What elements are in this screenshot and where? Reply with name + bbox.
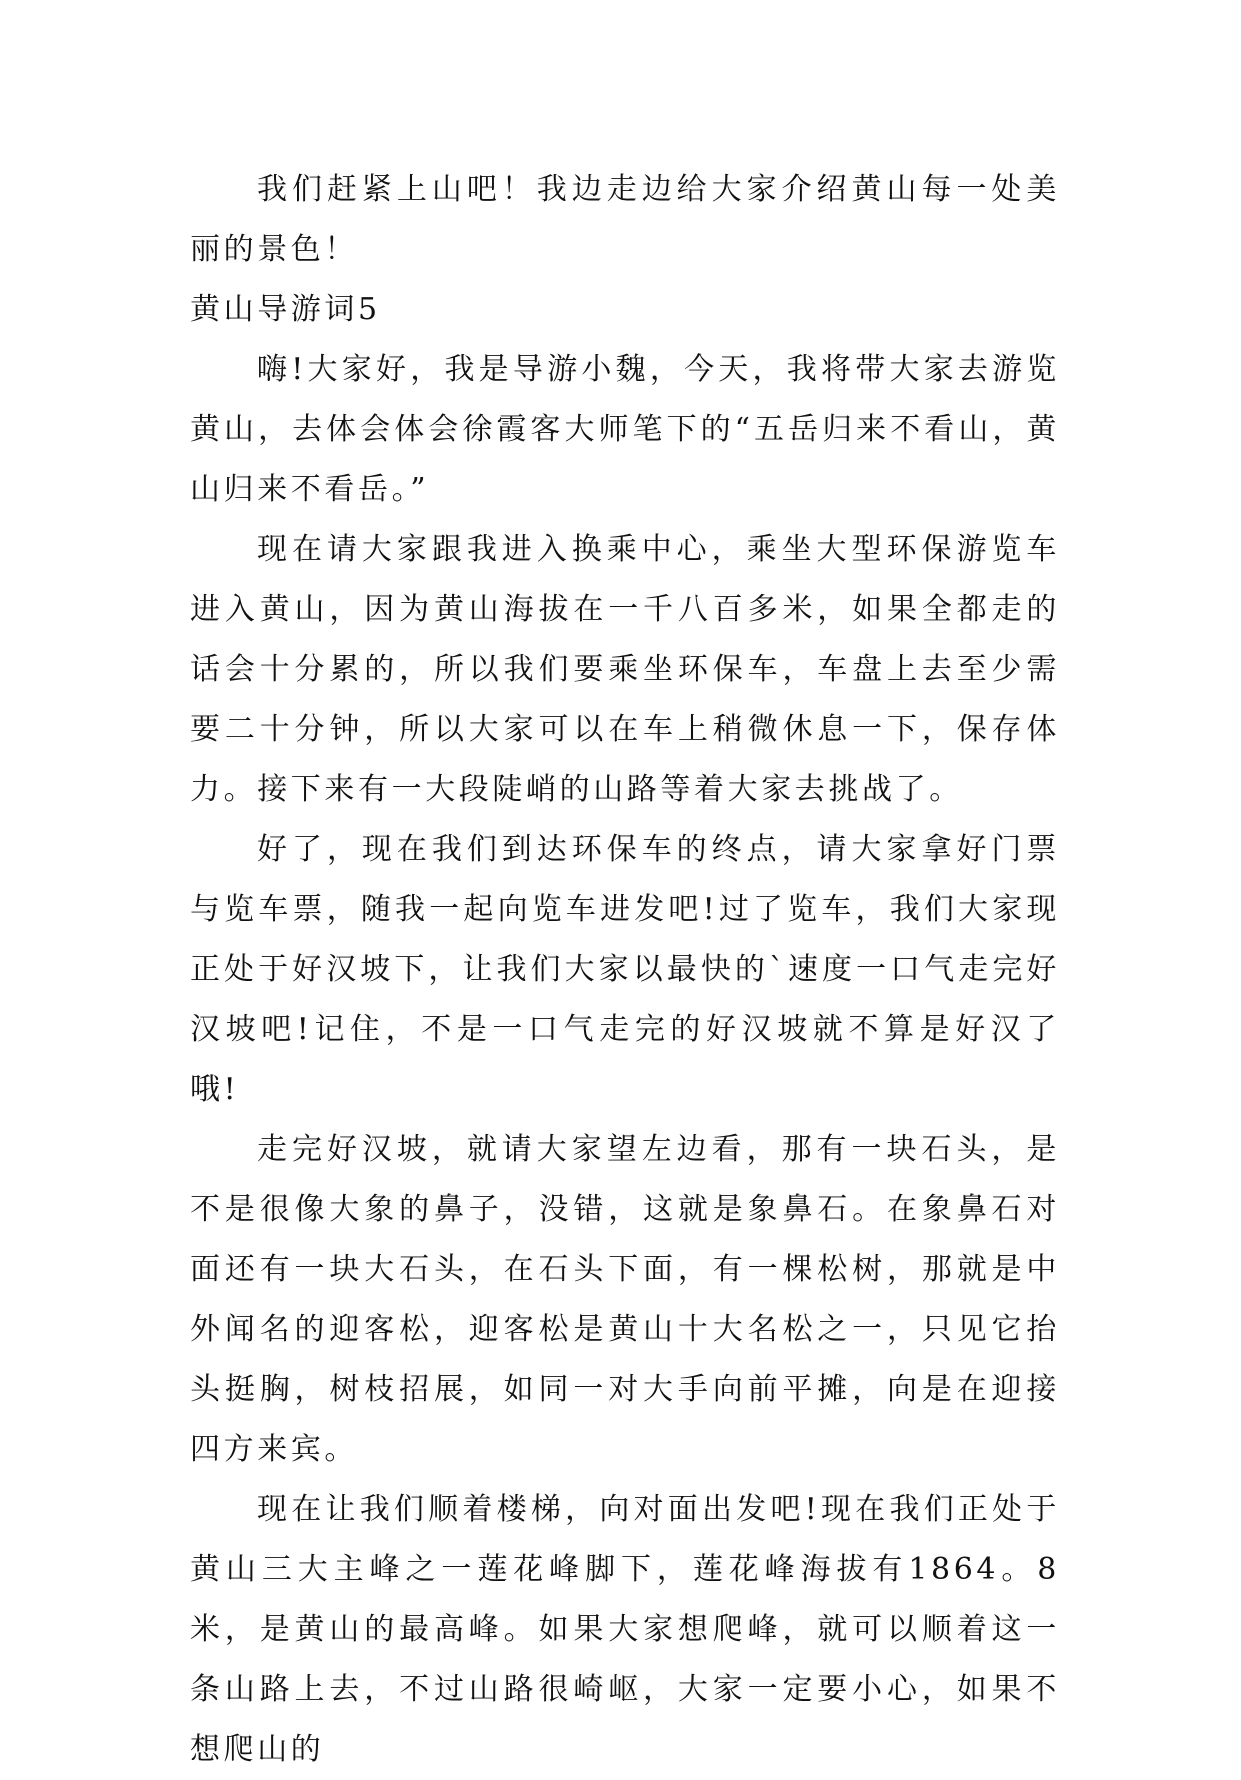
- paragraph-closing-intro: 我们赶紧上山吧！我边走边给大家介绍黄山每一处美丽的景色！: [190, 172, 1060, 267]
- section-heading: 黄山导游词5: [190, 292, 381, 327]
- paragraph-lotus-peak: 现在让我们顺着楼梯，向对面出发吧!现在我们正处于黄山三大主峰之一莲花峰脚下，莲花峰海拔有1864。8米，是黄山的最高峰。如果大家想爬峰，就可以顺着这一条山路上去，不过山路很崎岖，大家一定要小心，如果不想爬山的: [190, 1492, 1060, 1767]
- paragraph-greeting: 嗨!大家好，我是导游小魏，今天，我将带大家去游览黄山，去体会体会徐霞客大师笔下的“五岳归来不看山，黄山归来不看岳。”: [190, 352, 1060, 507]
- paragraph-haohan-slope: 好了，现在我们到达环保车的终点，请大家拿好门票与览车票，随我一起向览车进发吧!过了览车，我们大家现正处于好汉坡下，让我们大家以最快的`速度一口气走完好汉坡吧!记住，不是一口气走完的好汉坡就不算是好汉了哦!: [190, 832, 1060, 1107]
- paragraph-transfer-center: 现在请大家跟我进入换乘中心，乘坐大型环保游览车进入黄山，因为黄山海拔在一千八百多米，如果全都走的话会十分累的，所以我们要乘坐环保车，车盘上去至少需要二十分钟，所以大家可以在车上稍微休息一下，保存体力。接下来有一大段陡峭的山路等着大家去挑战了。: [190, 532, 1060, 807]
- paragraph-welcoming-pine: 走完好汉坡，就请大家望左边看，那有一块石头，是不是很像大象的鼻子，没错，这就是象鼻石。在象鼻石对面还有一块大石头，在石头下面，有一棵松树，那就是中外闻名的迎客松，迎客松是黄山十大名松之一，只见它抬头挺胸，树枝招展，如同一对大手向前平摊，向是在迎接四方来宾。: [190, 1132, 1060, 1467]
- article-body: [190, 160, 1060, 1780]
